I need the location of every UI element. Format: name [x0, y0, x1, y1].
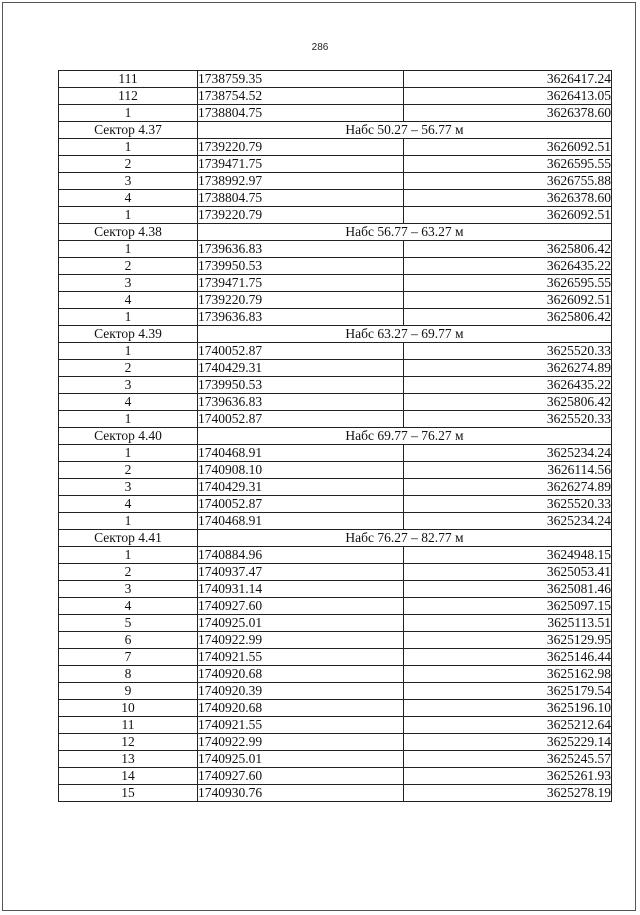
sector-elevation-range: Набс 63.27 – 69.77 м: [198, 326, 612, 343]
point-number: 1: [59, 241, 198, 258]
table-row: [59, 785, 612, 802]
point-number: 2: [59, 258, 198, 275]
point-number: 1: [59, 343, 198, 360]
table-row: [59, 275, 612, 292]
sector-header-row: [59, 224, 612, 241]
x-coordinate: 1739220.79: [198, 139, 404, 156]
sector-name: Сектор 4.41: [59, 530, 198, 547]
table-row: [59, 241, 612, 258]
x-coordinate: 1739471.75: [198, 156, 404, 173]
y-coordinate: 3625129.95: [404, 632, 612, 649]
x-coordinate: 1740920.68: [198, 700, 404, 717]
table-row: [59, 105, 612, 122]
x-coordinate: 1738992.97: [198, 173, 404, 190]
x-coordinate: 1740925.01: [198, 751, 404, 768]
point-number: 15: [59, 785, 198, 802]
sector-name: Сектор 4.37: [59, 122, 198, 139]
y-coordinate: 3625146.44: [404, 649, 612, 666]
y-coordinate: 3626595.55: [404, 275, 612, 292]
y-coordinate: 3625520.33: [404, 343, 612, 360]
coordinates-table-body: [59, 71, 612, 802]
table-row: [59, 700, 612, 717]
table-row: [59, 394, 612, 411]
table-row: [59, 156, 612, 173]
table-row: [59, 207, 612, 224]
y-coordinate: 3626274.89: [404, 360, 612, 377]
y-coordinate: 3624948.15: [404, 547, 612, 564]
y-coordinate: 3625520.33: [404, 411, 612, 428]
x-coordinate: 1740468.91: [198, 513, 404, 530]
point-number: 2: [59, 360, 198, 377]
sector-name: Сектор 4.39: [59, 326, 198, 343]
table-row: [59, 598, 612, 615]
x-coordinate: 1739636.83: [198, 394, 404, 411]
table-row: [59, 411, 612, 428]
x-coordinate: 1740052.87: [198, 496, 404, 513]
table-row: [59, 734, 612, 751]
y-coordinate: 3626755.88: [404, 173, 612, 190]
table-row: [59, 513, 612, 530]
y-coordinate: 3626114.56: [404, 462, 612, 479]
x-coordinate: 1740468.91: [198, 445, 404, 462]
sector-header-row: [59, 530, 612, 547]
y-coordinate: 3626417.24: [404, 71, 612, 88]
point-number: 11: [59, 717, 198, 734]
point-number: 5: [59, 615, 198, 632]
sector-header-row: [59, 326, 612, 343]
table-row: [59, 462, 612, 479]
point-number: 1: [59, 513, 198, 530]
x-coordinate: 1740429.31: [198, 479, 404, 496]
x-coordinate: 1739636.83: [198, 241, 404, 258]
table-row: [59, 190, 612, 207]
table-row: [59, 632, 612, 649]
table-row: [59, 564, 612, 581]
point-number: 13: [59, 751, 198, 768]
y-coordinate: 3626595.55: [404, 156, 612, 173]
table-row: [59, 479, 612, 496]
point-number: 8: [59, 666, 198, 683]
y-coordinate: 3625234.24: [404, 445, 612, 462]
point-number: 4: [59, 190, 198, 207]
point-number: 1: [59, 105, 198, 122]
sector-elevation-range: Набс 56.77 – 63.27 м: [198, 224, 612, 241]
x-coordinate: 1740937.47: [198, 564, 404, 581]
point-number: 4: [59, 394, 198, 411]
table-row: [59, 445, 612, 462]
table-row: [59, 71, 612, 88]
y-coordinate: 3625806.42: [404, 309, 612, 326]
x-coordinate: 1740920.39: [198, 683, 404, 700]
x-coordinate: 1739950.53: [198, 377, 404, 394]
x-coordinate: 1740921.55: [198, 649, 404, 666]
coordinates-table: [58, 70, 612, 802]
x-coordinate: 1738754.52: [198, 88, 404, 105]
table-row: [59, 360, 612, 377]
x-coordinate: 1740921.55: [198, 717, 404, 734]
y-coordinate: 3626378.60: [404, 105, 612, 122]
point-number: 1: [59, 139, 198, 156]
sector-header-row: [59, 428, 612, 445]
x-coordinate: 1740922.99: [198, 734, 404, 751]
y-coordinate: 3625806.42: [404, 394, 612, 411]
point-number: 1: [59, 207, 198, 224]
point-number: 3: [59, 581, 198, 598]
point-number: 14: [59, 768, 198, 785]
y-coordinate: 3625113.51: [404, 615, 612, 632]
x-coordinate: 1738804.75: [198, 190, 404, 207]
x-coordinate: 1739220.79: [198, 292, 404, 309]
y-coordinate: 3625520.33: [404, 496, 612, 513]
table-row: [59, 683, 612, 700]
table-row: [59, 666, 612, 683]
point-number: 111: [59, 71, 198, 88]
x-coordinate: 1739636.83: [198, 309, 404, 326]
point-number: 12: [59, 734, 198, 751]
x-coordinate: 1738759.35: [198, 71, 404, 88]
sector-elevation-range: Набс 76.27 – 82.77 м: [198, 530, 612, 547]
y-coordinate: 3626092.51: [404, 292, 612, 309]
point-number: 1: [59, 445, 198, 462]
point-number: 2: [59, 462, 198, 479]
point-number: 3: [59, 479, 198, 496]
x-coordinate: 1740922.99: [198, 632, 404, 649]
sector-name: Сектор 4.38: [59, 224, 198, 241]
y-coordinate: 3626378.60: [404, 190, 612, 207]
x-coordinate: 1739950.53: [198, 258, 404, 275]
table-row: [59, 496, 612, 513]
y-coordinate: 3625097.15: [404, 598, 612, 615]
x-coordinate: 1740931.14: [198, 581, 404, 598]
y-coordinate: 3625806.42: [404, 241, 612, 258]
table-row: [59, 615, 612, 632]
table-row: [59, 173, 612, 190]
y-coordinate: 3625261.93: [404, 768, 612, 785]
point-number: 1: [59, 547, 198, 564]
point-number: 2: [59, 564, 198, 581]
y-coordinate: 3626435.22: [404, 258, 612, 275]
point-number: 3: [59, 173, 198, 190]
y-coordinate: 3626435.22: [404, 377, 612, 394]
point-number: 2: [59, 156, 198, 173]
y-coordinate: 3626413.05: [404, 88, 612, 105]
y-coordinate: 3625212.64: [404, 717, 612, 734]
table-row: [59, 717, 612, 734]
table-row: [59, 581, 612, 598]
table-row: [59, 343, 612, 360]
point-number: 4: [59, 598, 198, 615]
point-number: 3: [59, 275, 198, 292]
x-coordinate: 1740429.31: [198, 360, 404, 377]
point-number: 1: [59, 411, 198, 428]
x-coordinate: 1740927.60: [198, 598, 404, 615]
y-coordinate: 3626092.51: [404, 139, 612, 156]
page-number: 286: [311, 42, 329, 53]
y-coordinate: 3625162.98: [404, 666, 612, 683]
y-coordinate: 3625196.10: [404, 700, 612, 717]
x-coordinate: 1740927.60: [198, 768, 404, 785]
table-row: [59, 309, 612, 326]
table-row: [59, 768, 612, 785]
sector-name: Сектор 4.40: [59, 428, 198, 445]
x-coordinate: 1740925.01: [198, 615, 404, 632]
x-coordinate: 1739220.79: [198, 207, 404, 224]
x-coordinate: 1740908.10: [198, 462, 404, 479]
sector-header-row: [59, 122, 612, 139]
y-coordinate: 3625179.54: [404, 683, 612, 700]
x-coordinate: 1739471.75: [198, 275, 404, 292]
table-row: [59, 139, 612, 156]
point-number: 1: [59, 309, 198, 326]
table-row: [59, 649, 612, 666]
y-coordinate: 3625053.41: [404, 564, 612, 581]
y-coordinate: 3625081.46: [404, 581, 612, 598]
point-number: 112: [59, 88, 198, 105]
sector-elevation-range: Набс 50.27 – 56.77 м: [198, 122, 612, 139]
x-coordinate: 1740052.87: [198, 411, 404, 428]
x-coordinate: 1740884.96: [198, 547, 404, 564]
x-coordinate: 1740052.87: [198, 343, 404, 360]
y-coordinate: 3625278.19: [404, 785, 612, 802]
point-number: 9: [59, 683, 198, 700]
point-number: 10: [59, 700, 198, 717]
table-row: [59, 377, 612, 394]
point-number: 4: [59, 292, 198, 309]
x-coordinate: 1740930.76: [198, 785, 404, 802]
table-row: [59, 88, 612, 105]
x-coordinate: 1740920.68: [198, 666, 404, 683]
y-coordinate: 3625245.57: [404, 751, 612, 768]
point-number: 7: [59, 649, 198, 666]
point-number: 3: [59, 377, 198, 394]
table-row: [59, 292, 612, 309]
y-coordinate: 3625229.14: [404, 734, 612, 751]
y-coordinate: 3626274.89: [404, 479, 612, 496]
table-row: [59, 547, 612, 564]
sector-elevation-range: Набс 69.77 – 76.27 м: [198, 428, 612, 445]
y-coordinate: 3626092.51: [404, 207, 612, 224]
point-number: 4: [59, 496, 198, 513]
y-coordinate: 3625234.24: [404, 513, 612, 530]
table-row: [59, 258, 612, 275]
point-number: 6: [59, 632, 198, 649]
x-coordinate: 1738804.75: [198, 105, 404, 122]
table-row: [59, 751, 612, 768]
